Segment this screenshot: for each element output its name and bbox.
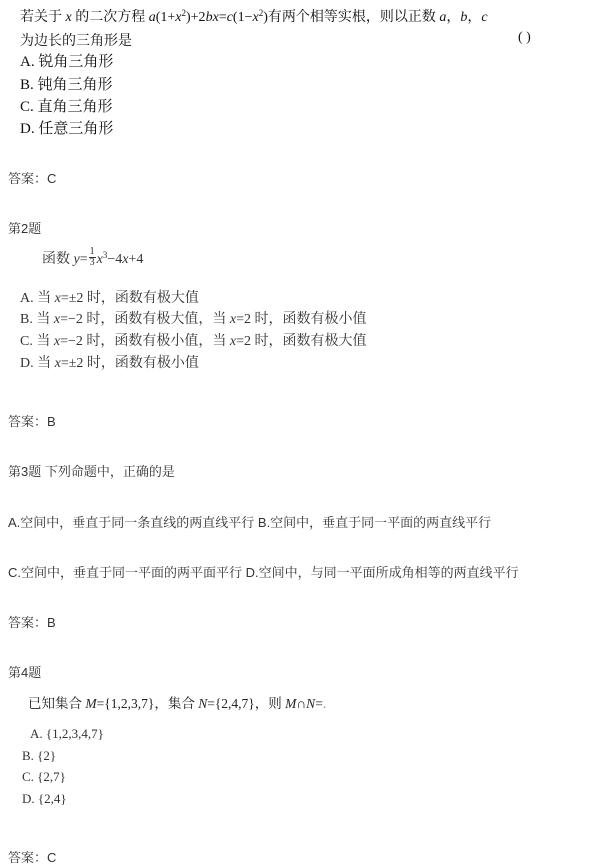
q4-heading: 第4题	[8, 665, 42, 680]
var-x: x	[54, 291, 61, 306]
q1-stem-text: (1+	[155, 10, 176, 25]
q2-heading: 第2题	[8, 221, 42, 236]
option-letter: D.	[20, 121, 35, 137]
option-text: 锐角三角形	[38, 54, 114, 70]
q2-stem	[42, 248, 143, 270]
option-text: {2,4}	[37, 791, 67, 806]
q4-option-b	[22, 748, 56, 764]
q2-option-a	[20, 287, 199, 307]
var-y: y	[73, 252, 80, 267]
q2-stem-text: +4	[128, 252, 144, 267]
var-c: c	[481, 10, 488, 25]
answer-blank: ( )	[518, 30, 531, 45]
fraction-numerator: 1	[89, 246, 95, 258]
var-x: x	[53, 334, 61, 349]
q1-option-b	[20, 73, 113, 94]
var-b: b	[460, 10, 468, 25]
option-text: {2}	[37, 748, 57, 763]
option-text: =−2 时，函数有极大值，当	[60, 312, 230, 327]
q1-answer: 答案：C	[8, 171, 57, 186]
q2-option-d	[20, 352, 199, 372]
option-letter: D.	[20, 356, 34, 371]
q1-option-d	[20, 117, 113, 138]
fraction-one-third	[89, 247, 96, 268]
var-x: x	[53, 312, 61, 327]
option-text: =2 时，函数有极小值	[236, 312, 367, 327]
q1-stem-text: ，	[467, 10, 482, 25]
q2-stem-text: 函数	[42, 252, 74, 267]
option-text: 当	[36, 312, 54, 327]
q4-option-c	[22, 769, 66, 785]
q1-stem-line2: 为边长的三角形是	[20, 34, 132, 49]
option-letter: A.	[20, 291, 34, 306]
q3-options-cd: C.空间中，垂直于同一平面的两平面平行 D.空间中，与同一平面所成角相等的两直线平行	[8, 565, 519, 580]
q1-stem-line1	[20, 6, 488, 26]
q4-stem-text: ={1,2,3,7}，集合	[96, 696, 199, 711]
intersection-symbol: ∩	[296, 696, 307, 711]
option-letter: B.	[20, 77, 34, 93]
option-text: =±2 时，函数有极大值	[60, 291, 199, 306]
var-x: x	[252, 10, 259, 25]
var-x: x	[54, 356, 61, 371]
option-text: 当	[37, 291, 55, 306]
var-x: x	[229, 334, 237, 349]
exponent: 2	[258, 8, 264, 18]
q4-answer: 答案：C	[8, 850, 57, 865]
q4-stem-text: .	[322, 696, 327, 711]
q4-stem-text: ={2,4,7}，则	[207, 696, 286, 711]
var-a: a	[439, 10, 447, 25]
option-text: =±2 时，函数有极小值	[60, 356, 199, 371]
var-bx: bx	[205, 10, 219, 25]
q3-heading: 第3题 下列命题中，正确的是	[8, 464, 175, 479]
option-text: 钝角三角形	[37, 77, 113, 93]
var-m: M	[285, 696, 297, 711]
option-text: 当	[36, 334, 54, 349]
q1-option-a	[20, 50, 113, 71]
exponent: 3	[102, 250, 108, 260]
q4-option-a	[30, 726, 104, 742]
var-x: x	[175, 10, 182, 25]
q2-answer: 答案：B	[8, 414, 56, 429]
option-text: 直角三角形	[37, 99, 113, 115]
var-c: c	[226, 10, 233, 25]
option-text: 当	[37, 356, 55, 371]
var-x: x	[122, 252, 129, 267]
q1-stem-text: 的二次方程	[71, 10, 149, 25]
option-letter: A.	[20, 54, 35, 70]
q2-stem-text: =	[79, 252, 88, 267]
option-letter: C.	[22, 769, 34, 784]
option-letter: B.	[20, 312, 33, 327]
q1-stem-text: 若关于	[20, 10, 66, 25]
var-n: N	[198, 696, 208, 711]
option-text: 任意三角形	[38, 121, 114, 137]
q2-option-b	[20, 308, 366, 328]
option-letter: D.	[22, 791, 35, 806]
option-text: {1,2,3,4,7}	[45, 726, 104, 741]
q1-stem-text: )+2	[186, 10, 206, 25]
q1-option-c	[20, 95, 113, 116]
var-x: x	[96, 252, 103, 267]
option-text: =−2 时，函数有极小值，当	[60, 334, 230, 349]
var-x: x	[229, 312, 237, 327]
option-letter: A.	[30, 726, 43, 741]
var-a: a	[148, 10, 156, 25]
q2-option-c	[20, 330, 366, 350]
q4-option-d	[22, 791, 67, 807]
q4-stem	[28, 692, 326, 712]
q4-stem-text: =	[315, 696, 323, 711]
q2-stem-text: −4	[107, 252, 123, 267]
q3-options-ab: A.空间中，垂直于同一条直线的两直线平行 B.空间中，垂直于同一平面的两直线平行	[8, 515, 492, 530]
exponent: 2	[181, 8, 186, 18]
fraction-denominator: 3	[89, 257, 95, 269]
option-letter: C.	[20, 334, 33, 349]
option-text: {2,7}	[37, 769, 66, 784]
var-m: M	[85, 696, 97, 711]
q4-stem-text: 已知集合	[28, 696, 86, 711]
option-text: =2 时，函数有极大值	[236, 334, 367, 349]
var-x: x	[65, 10, 72, 25]
q1-stem-text: )有两个相等实根，则以正数	[263, 10, 440, 25]
option-letter: C.	[20, 99, 34, 115]
var-n: N	[306, 696, 316, 711]
q1-stem-text: (1−	[232, 10, 253, 25]
q3-answer: 答案：B	[8, 615, 56, 630]
option-letter: B.	[22, 748, 34, 763]
q1-stem-text: ，	[446, 10, 461, 25]
q1-stem-text: =	[218, 10, 227, 25]
